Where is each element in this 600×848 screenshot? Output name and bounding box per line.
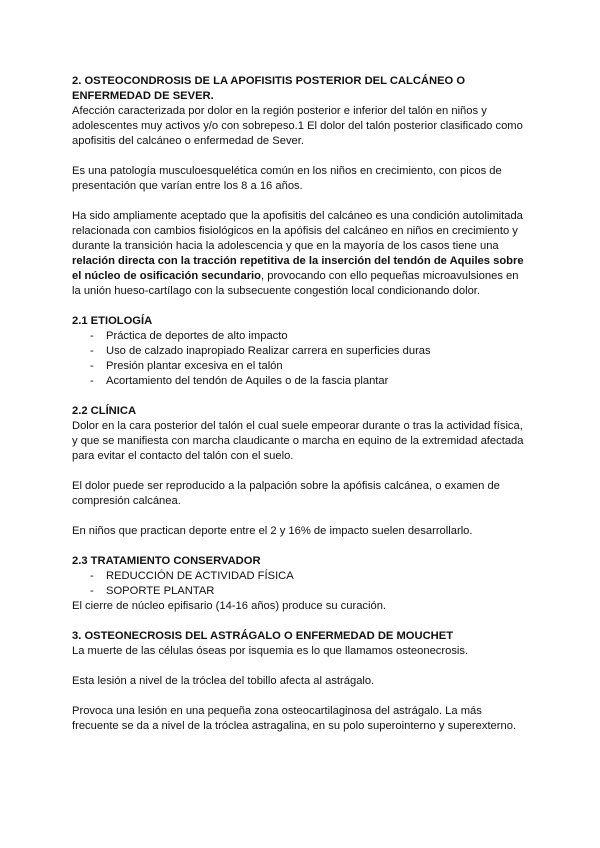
section-2-2-paragraph-3: En niños que practican deporte entre el 2 y 16% de impacto suelen desarrollarlo.: [72, 525, 473, 537]
section-3-paragraph-3: Provoca una lesión en una pequeña zona osteocartilaginosa del astrágalo. La más frecuente se da a nivel de la tróclea astragalina, en su polo superointerno y superexterno.: [72, 705, 517, 732]
section-2-1-heading: 2.1 ETIOLOGÍA: [72, 315, 153, 327]
treatment-list: [72, 569, 530, 599]
document-page: [72, 74, 530, 734]
section-2-2-paragraph-1: Dolor en la cara posterior del talón el cual suele empeorar durante o tras la actividad física, y que se manifiesta con marcha claudicante o marcha en equino de la extremidad afectada para evitar el contacto del talón con el suelo.: [72, 420, 524, 462]
section-2-paragraph-2: Es una patología musculoesquelética común en los niños en crecimiento, con picos de presentación que varían entre los 8 a 16 años.: [72, 165, 502, 192]
section-2-2-heading: 2.2 CLÍNICA: [72, 405, 137, 417]
p3-text-start: Ha sido ampliamente aceptado que la apofisitis del calcáneo es una condición autolimitada relacionada con cambios fisiológicos en la apófisis del calcáneo en niños en crecimiento y durante la transición hacia la adolescencia y que en la mayoría de los casos tiene una: [72, 210, 523, 252]
p3-text-end: , provocando con ello pequeñas microavulsiones en la unión hueso-cartílago con la subsecuente congestión local condicionando dolor.: [72, 270, 519, 297]
list-item: - Práctica de deportes de alto impacto: [72, 329, 530, 344]
section-3-paragraph-2: Esta lesión a nivel de la tróclea del tobillo afecta al astrágalo.: [72, 675, 375, 687]
section-2-paragraph-1: Afección caracterizada por dolor en la región posterior e inferior del talón en niños y adolescentes muy activos y/o con sobrepeso.1 El dolor del talón posterior clasificado como apofisitis del calcáneo o enfermedad de Sever.: [72, 105, 523, 147]
section-2-heading: 2. OSTEOCONDROSIS DE LA APOFISITIS POSTERIOR DEL CALCÁNEO O ENFERMEDAD DE SEVER.: [72, 75, 466, 102]
section-3-heading: 3. OSTEONECROSIS DEL ASTRÁGALO O ENFERMEDAD DE MOUCHET: [72, 630, 454, 642]
list-item: - Acortamiento del tendón de Aquiles o de la fascia plantar: [72, 374, 530, 389]
list-item: - SOPORTE PLANTAR: [72, 584, 530, 599]
section-2-2-paragraph-2: El dolor puede ser reproducido a la palpación sobre la apófisis calcánea, o examen de compresión calcánea.: [72, 480, 500, 507]
section-3-paragraph-1: La muerte de las células óseas por isquemia es lo que llamamos osteonecrosis.: [72, 645, 469, 657]
list-item: - REDUCCIÓN DE ACTIVIDAD FÍSICA: [72, 569, 530, 584]
list-item: - Presión plantar excesiva en el talón: [72, 359, 530, 374]
section-2-3-heading: 2.3 TRATAMIENTO CONSERVADOR: [72, 555, 261, 567]
section-2-paragraph-3: [72, 209, 530, 299]
list-item: - Uso de calzado inapropiado Realizar carrera en superficies duras: [72, 344, 530, 359]
etiology-list: [72, 329, 530, 389]
p3-bold-text: relación directa con la tracción repetitiva de la inserción del tendón de Aquiles sobre el núcleo de osificación secundario: [72, 255, 524, 282]
section-2-3-paragraph-1: El cierre de núcleo epifisario (14-16 años) produce su curación.: [72, 600, 387, 612]
